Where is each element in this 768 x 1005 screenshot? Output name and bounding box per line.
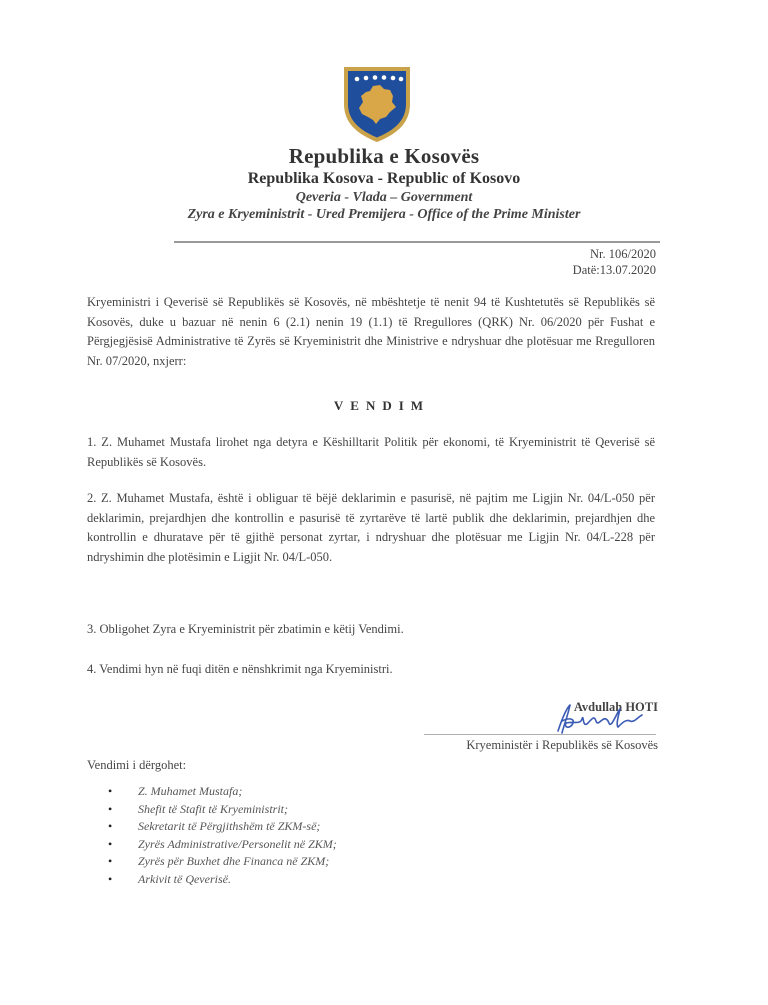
signer-title: Kryeministër i Republikës së Kosovës [466,738,658,752]
preamble-paragraph: Kryeministri i Qeverisë së Republikës së Kosovës, në mbështetje të nenit 94 të Kushtetutës së Republikës së Kosovës, duke u bazuar në nenin 6 (2.1) nenin 19 (1.1) të Rregullores (QRK) Nr. 06/2020 për Fushat e Përgjegjësisë Administrative të Zyrës së Kryeministrit dhe Ministrive e ndryshuar dhe plotësuar me Rregulloren Nr. 07/2020, nxjerr: [87,295,655,368]
coat-of-arms-emblem [340,64,414,144]
decision-item-2: 2. Z. Muhamet Mustafa, është i obliguar të bëjë deklarimin e pasurisë, në pajtim me Ligjin Nr. 04/L-050 për deklarimin, prejardhjen dhe kontrollin e pasurisë të zyrtarëve të lartë publik dhe deklarimin, prejardhjen dhe kontrollin e dhuratave për të gjithë personat zyrtar, i ndryshuar dhe plotësuar me Ligjin Nr. 04/L-228 për ndryshimin dhe plotësimin e Ligjit Nr. 04/L-050. [87,491,655,564]
distribution-label: Vendimi i dërgohet: [87,758,187,772]
reference-number: Nr. 106/2020 [590,247,656,261]
letterhead-government: Qeveria - Vlada – Government [295,190,473,205]
distribution-recipient [108,853,337,871]
recipient-text: Z. Muhamet Mustafa; [138,784,243,798]
letterhead-republic-albanian: Republika e Kosovës [288,144,480,168]
bullet-icon: • [108,784,113,798]
bullet-icon: • [108,819,113,833]
distribution-list [108,783,337,888]
distribution-recipient [108,836,337,854]
decision-item-3: 3. Obligohet Zyra e Kryeministrit për zbatimin e këtij Vendimi. [87,622,404,636]
recipient-text: Shefit të Stafit të Kryeministrit; [138,801,288,816]
distribution-recipient [108,801,337,819]
distribution-recipient [108,783,337,801]
reference-date: Datë:13.07.2020 [572,263,656,277]
decision-title: VENDIM [333,398,431,413]
header-divider [174,241,660,243]
distribution-recipient [108,871,337,889]
bullet-icon: • [108,854,113,868]
letterhead-office: Zyra e Kryeministrit - Ured Premijera - Office of the Prime Minister [187,207,581,222]
bullet-icon: • [108,836,113,851]
letterhead-republic-multilingual: Republika Kosova - Republic of Kosovo [247,170,521,187]
recipient-text: Sekretarit të Përgjithshëm të ZKM-së; [138,819,321,833]
recipient-text: Zyrës për Buxhet dhe Financa në ZKM; [138,854,330,868]
signature-line [424,734,656,735]
bullet-icon: • [108,871,113,886]
decision-item-4: 4. Vendimi hyn në fuqi ditën e nënshkrimit nga Kryeministri. [87,662,393,676]
bullet-icon: • [108,801,113,816]
handwritten-signature [552,699,647,737]
recipient-text: Arkivit të Qeverisë. [138,871,231,886]
recipient-text: Zyrës Administrative/Personelit në ZKM; [138,836,337,851]
decision-item-1: 1. Z. Muhamet Mustafa lirohet nga detyra e Këshilltarit Politik për ekonomi, të Kryeministrit të Qeverisë së Republikës së Kosovës. [87,435,655,469]
distribution-recipient [108,818,337,836]
signer-name: Avdullah HOTI [573,700,658,714]
